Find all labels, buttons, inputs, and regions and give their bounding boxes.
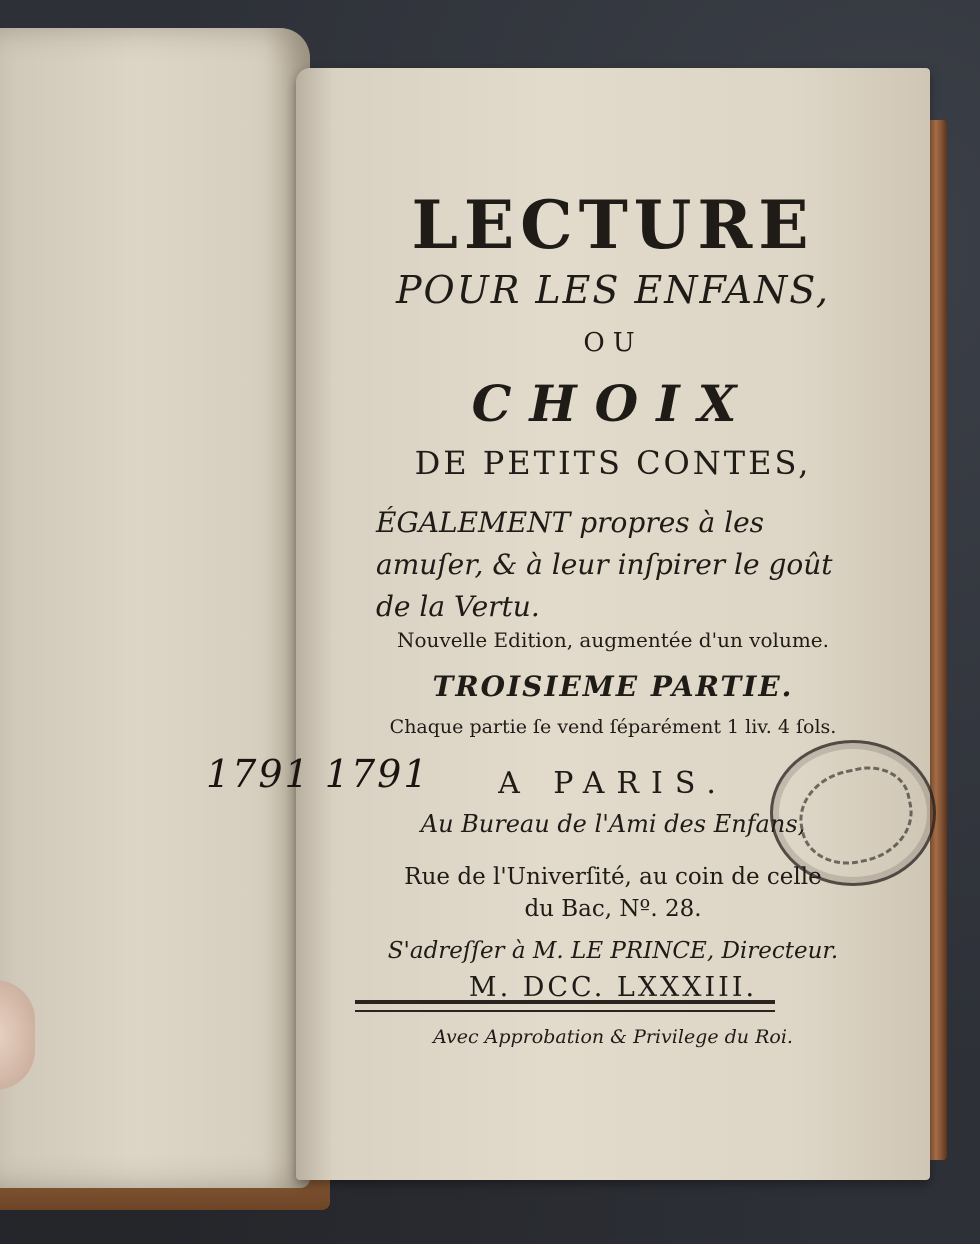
title-lecture: LECTURE: [411, 186, 815, 264]
part-label: TROISIEME PARTIE.: [432, 670, 794, 703]
privilege: Avec Approbation & Privilege du Roi.: [433, 1026, 793, 1048]
edition-note: Nouvelle Edition, augmentée d'un volume.: [397, 628, 829, 652]
double-rule: [355, 1000, 775, 1012]
publisher: Au Bureau de l'Ami des Enfans,: [420, 810, 806, 838]
title-choix: CHOIX: [471, 374, 755, 433]
place: A PARIS.: [498, 766, 728, 801]
price-note: Chaque partie ſe vend ſéparément 1 liv. 4 ſols.: [389, 716, 837, 738]
title-pour-les-enfans: POUR LES ENFANS,: [395, 268, 831, 312]
left-page: [0, 28, 310, 1188]
address-line1: Rue de l'Univerſité, au coin de celle: [404, 864, 822, 890]
stamp-monogram: [790, 758, 921, 874]
director-note: S'adreſſer à M. LE PRINCE, Directeur.: [387, 938, 839, 964]
library-stamp-icon: [770, 740, 936, 886]
title-petits-contes: DE PETITS CONTES,: [414, 444, 812, 482]
subtitle: ÉGALEMENT propres à les amuſer, & à leur inſpirer le goût de la Vertu.: [376, 506, 833, 623]
address-line2: du Bac, Nº. 28.: [524, 896, 702, 922]
handwritten-note: 1791 1791: [206, 752, 430, 796]
title-ou: OU: [583, 328, 643, 358]
year-roman: M. DCC. LXXXIII.: [468, 972, 758, 1003]
